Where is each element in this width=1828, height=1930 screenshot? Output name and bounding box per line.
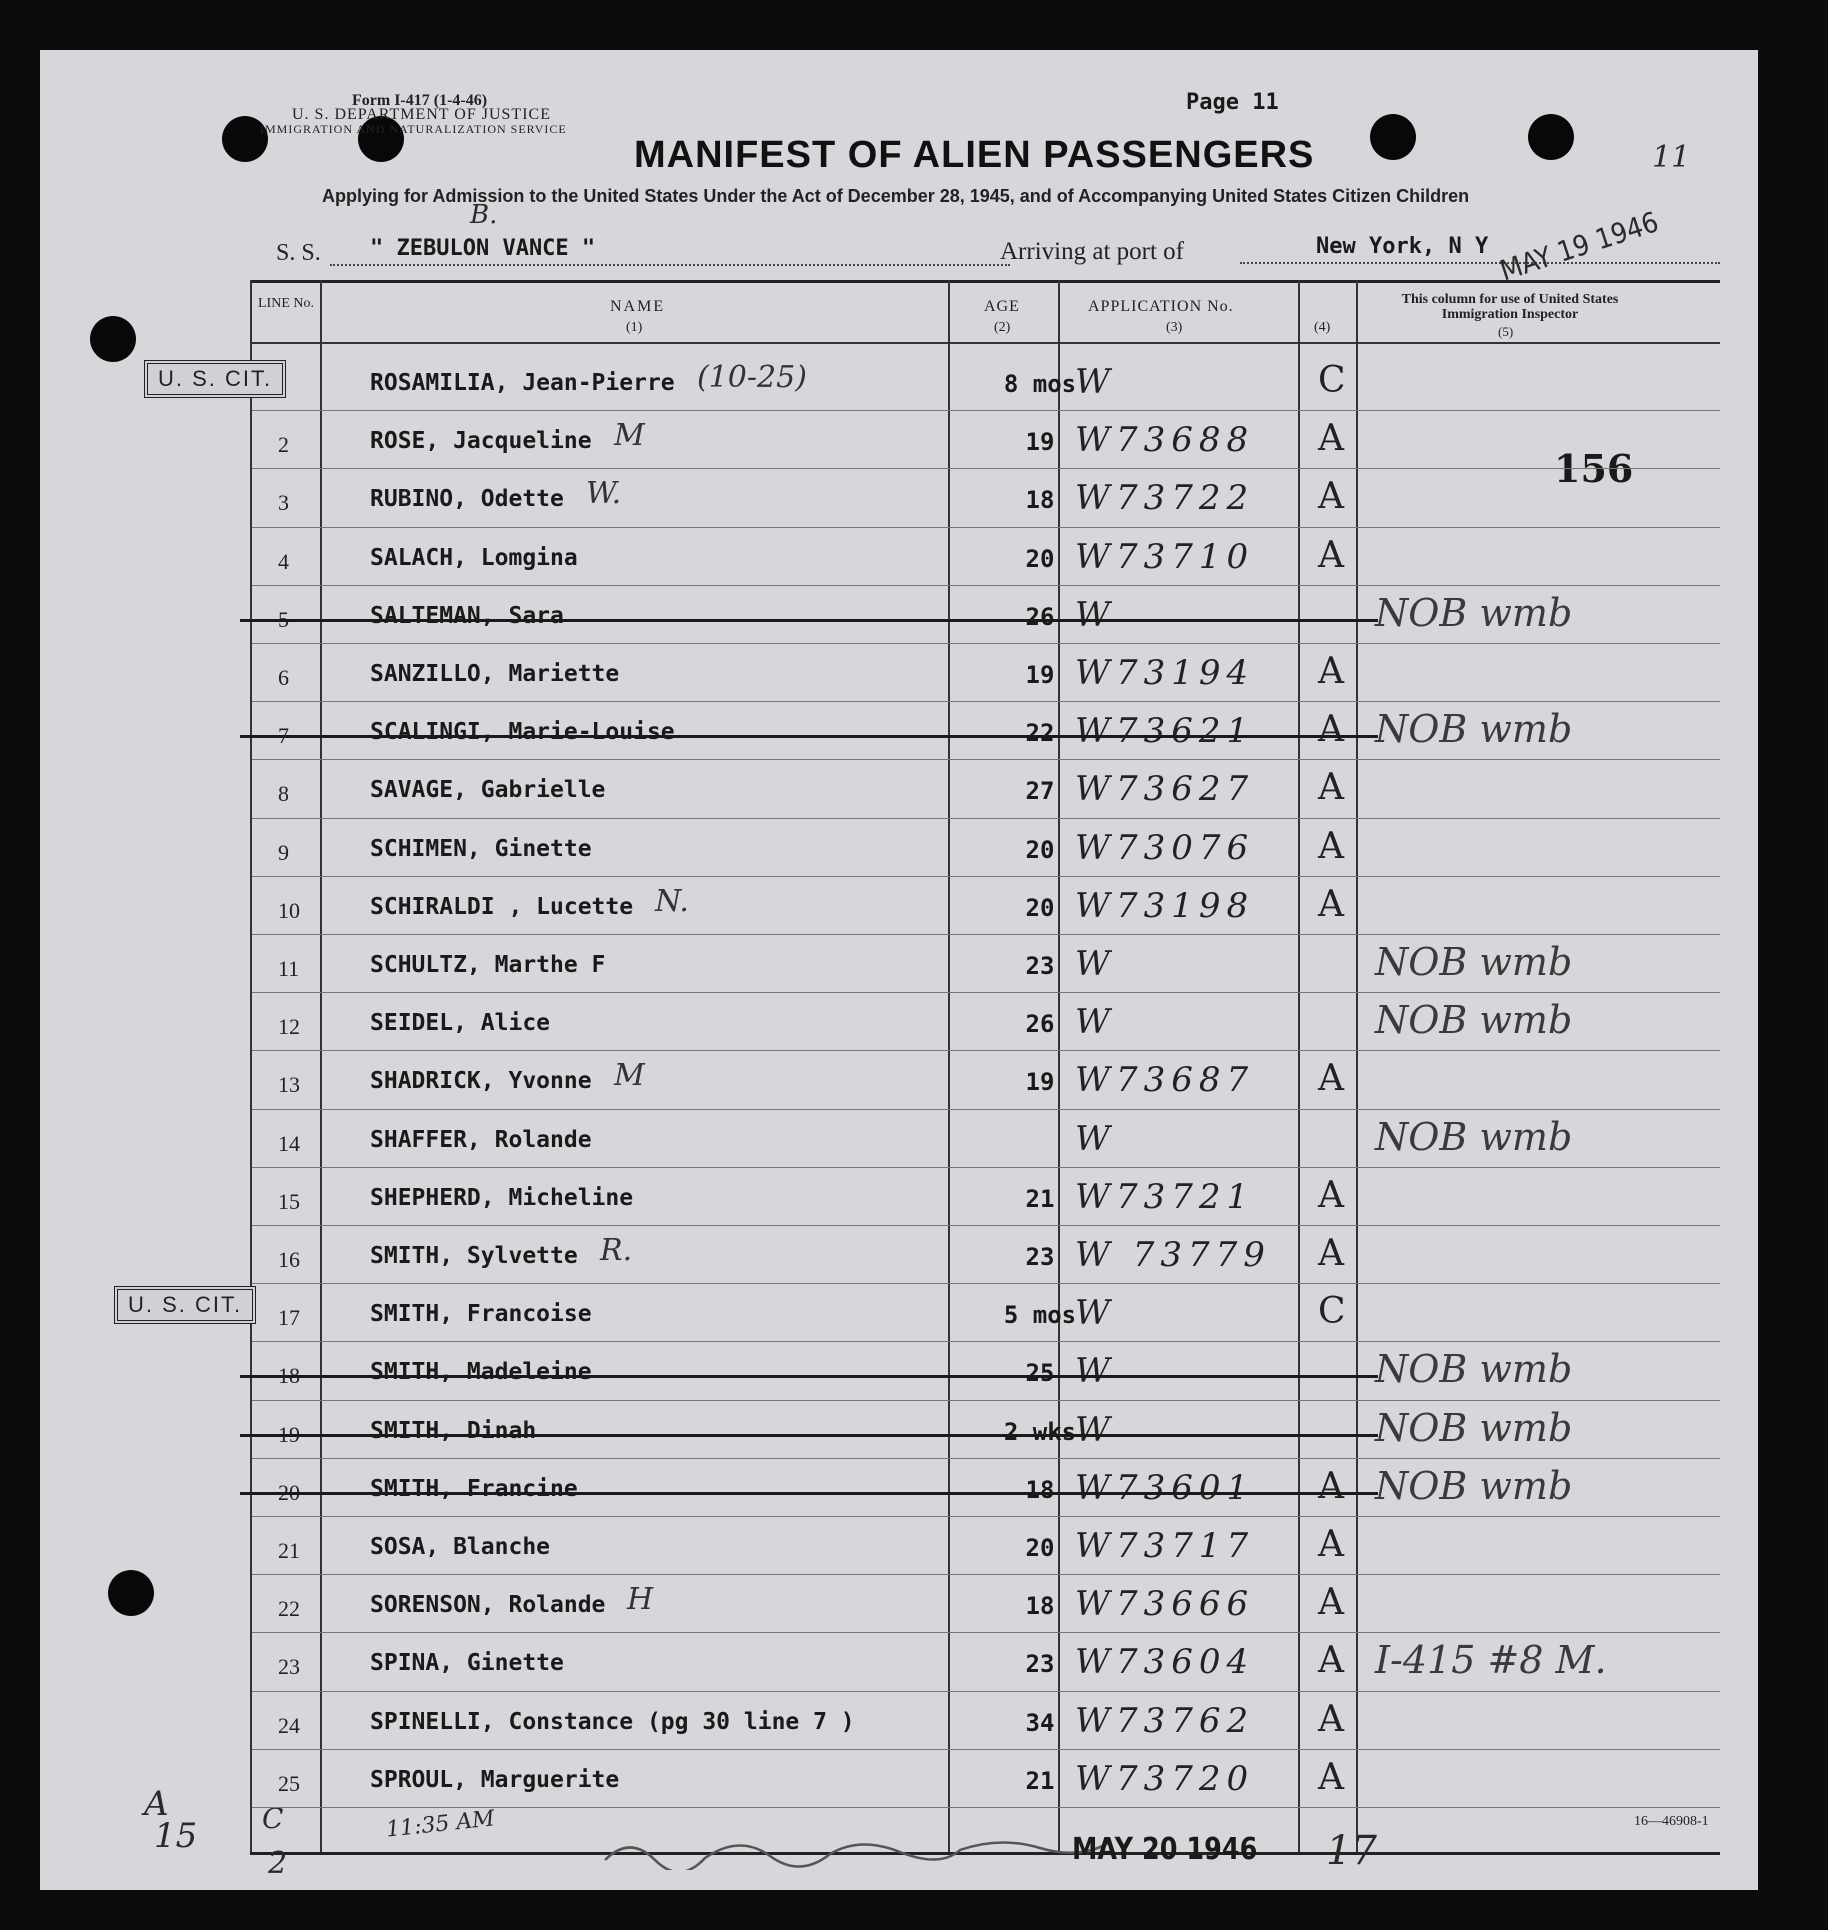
application-number: W [1075,594,1116,635]
ship-name: " ZEBULON VANCE " [370,236,596,261]
application-number: W73621 [1075,711,1255,752]
line-number: 10 [278,897,300,923]
line-number: 19 [278,1421,300,1447]
table-row [40,1345,1758,1403]
table-header-rule [250,342,1720,344]
application-number: W 73779 [1075,1235,1271,1275]
row-rule [252,1225,1720,1226]
application-number: W [1075,1409,1116,1450]
form-number: Form I-417 (1-4-46) [352,92,488,109]
passenger-name: SORENSON, Rolande [370,1592,606,1619]
application-number: W [1075,944,1116,984]
class-code: C [1318,1291,1346,1333]
table-row [40,763,1758,821]
class-code: A [1318,1640,1344,1682]
passenger-name: SALTEMAN, Sara [370,602,564,629]
line-number: 16 [278,1247,300,1272]
row-rule [252,585,1720,586]
handwritten-annotation: W. [586,476,622,512]
row-rule [252,759,1720,760]
table-row [40,880,1758,938]
row-rule [252,934,1720,935]
passenger-name: SPINA, Ginette [370,1650,564,1677]
passenger-age: 20 [1025,1534,1055,1562]
col-header-col4: (4) [1314,320,1331,335]
passenger-age: 22 [1025,719,1055,748]
class-code: A [1318,825,1344,867]
row-rule [252,1400,1720,1401]
handwritten-annotation: R. [600,1233,633,1268]
table-row [40,996,1758,1054]
total-count: 17 [1326,1828,1377,1874]
ss-label: S. S. [276,240,321,266]
line-number: 13 [278,1072,300,1098]
line-number: 17 [278,1305,300,1331]
passenger-age: 26 [1025,602,1055,631]
row-rule [252,1167,1720,1168]
passenger-name: SPROUL, Marguerite [370,1766,620,1793]
class-code: A [1318,418,1344,460]
tally-15: 15 [154,1816,198,1856]
col-header-inspector-num: (5) [1498,324,1514,339]
line-number: 21 [278,1538,300,1563]
passenger-age: 18 [1025,1475,1055,1504]
line-number: 12 [278,1014,300,1040]
col-header-application: APPLICATION No. [1088,298,1234,315]
line-number: 22 [278,1596,300,1622]
passenger-age: 5 mos [1003,1301,1077,1330]
passenger-name: SMITH, Francine [370,1475,578,1502]
passenger-name: SALACH, Lomgina [370,544,578,571]
table-row [40,822,1758,880]
passenger-age: 18 [1025,486,1055,515]
row-rule [252,1109,1720,1110]
passenger-age: 23 [1025,1650,1055,1679]
application-number: W [1075,1351,1116,1392]
passenger-name: SCHIMEN, Ginette [370,835,592,862]
application-number: W [1075,1293,1116,1334]
row-rule [252,818,1720,819]
application-number: W [1075,1118,1116,1159]
agency-name: U. S. DEPARTMENT OF JUSTICE [292,106,551,123]
table-row [40,1578,1758,1636]
passenger-age: 20 [1025,835,1055,864]
inspector-note: NOB wmb [1375,1463,1573,1508]
col-header-name-num: (1) [626,320,643,335]
passenger-age: 2 wks [1003,1417,1077,1446]
row-rule [252,876,1720,877]
row-rule [252,1749,1720,1750]
passenger-age: 8 mos [1003,370,1077,398]
passenger-age: 21 [1025,1766,1055,1795]
table-row [40,1229,1758,1287]
application-number: W73717 [1075,1526,1255,1566]
service-name: IMMIGRATION AND NATURALIZATION SERVICE [260,122,567,136]
passenger-age: 23 [1025,952,1055,980]
table-row [40,1404,1758,1462]
row-rule [252,1050,1720,1051]
row-rule [252,1807,1720,1808]
handwritten-annotation: N. [655,883,689,919]
row-rule [252,1283,1720,1284]
class-code: A [1318,1756,1344,1798]
inspector-signature [600,1830,1120,1870]
table-row [40,705,1758,763]
passenger-age: 21 [1025,1184,1055,1213]
inspector-count: 156 [1554,446,1634,491]
application-number: W73627 [1075,769,1255,810]
table-row [40,1520,1758,1578]
line-number: 18 [278,1363,300,1389]
table-row [40,1695,1758,1753]
row-rule [252,1632,1720,1633]
row-rule [252,1574,1720,1575]
line-number: 14 [278,1130,300,1156]
class-code: A [1318,651,1344,692]
class-code: C [1318,360,1346,401]
table-row [40,472,1758,530]
passenger-name: SMITH, Sylvette [370,1243,578,1269]
port-underline [1240,262,1720,264]
page-label: Page 11 [1186,90,1279,115]
table-row [40,1054,1758,1112]
line-number: 9 [278,839,289,865]
application-number: W73722 [1075,478,1255,519]
passenger-age: 19 [1025,428,1055,457]
page-title: MANIFEST OF ALIEN PASSENGERS [634,134,1315,176]
passenger-name: SMITH, Madeleine [370,1359,592,1386]
class-code: A [1318,1058,1344,1100]
table-row [40,1113,1758,1171]
inspector-note: NOB wmb [1375,1405,1573,1450]
row-rule [252,527,1720,528]
handwritten-annotation: H [627,1582,654,1618]
passenger-name: SHAFFER, Rolande [370,1126,592,1153]
inspector-note: NOB wmb [1375,998,1573,1043]
passenger-name: ROSAMILIA, Jean-Pierre [370,370,675,396]
passenger-age: 27 [1025,777,1055,806]
inspector-note: NOB wmb [1375,707,1573,752]
passenger-name: SHEPHERD, Micheline [370,1184,634,1211]
passenger-name: SHADRICK, Yvonne [370,1068,592,1095]
passenger-name: SCHIRALDI , Lucette [370,893,634,920]
row-rule [252,643,1720,644]
line-number: 23 [278,1654,300,1680]
page-subtitle: Applying for Admission to the United States Under the Act of December 28, 1945, and of Accompanying United States Citizen Children [322,186,1470,206]
passenger-age: 19 [1025,1068,1055,1097]
class-code: A [1318,767,1344,809]
application-number: W73762 [1075,1700,1255,1741]
application-number: W [1075,1002,1116,1043]
line-number: 11 [278,956,300,981]
signature-scrawl-icon [600,1830,1120,1870]
passenger-age: 19 [1025,661,1055,689]
line-number: 15 [278,1188,300,1214]
line-number: 6 [278,665,289,690]
passenger-name: SANZILLO, Mariette [370,661,620,687]
passenger-name: SMITH, Dinah [370,1417,537,1444]
table-row [40,1462,1758,1520]
port-label: Arriving at port of [1000,238,1184,265]
handwritten-annotation: M [614,1058,645,1094]
row-rule [252,1516,1720,1517]
row-rule [252,701,1720,702]
binder-hole [1370,114,1416,160]
class-code: A [1318,883,1344,925]
ship-underline [330,264,1010,266]
class-code: A [1318,1465,1344,1507]
passenger-name: SPINELLI, Constance (pg 30 line 7 ) [370,1708,855,1735]
ship-annotation: B. [470,200,498,230]
col-header-line: LINE No. [258,296,314,311]
corner-mark: 11 [1652,140,1691,175]
passenger-name: ROSE, Jacqueline [370,428,592,455]
table-row [40,1287,1758,1345]
col-header-age: AGE [984,298,1020,315]
table-row [40,531,1758,589]
handwritten-annotation: M [614,418,645,454]
inspector-note: NOB wmb [1375,590,1573,635]
col-header-application-num: (3) [1166,320,1183,335]
application-number: W73601 [1075,1467,1255,1508]
line-number: 4 [278,548,289,574]
class-code: A [1318,1233,1344,1274]
class-code: A [1318,1698,1344,1740]
table-row [40,356,1758,414]
row-rule [252,1458,1720,1459]
class-code: A [1318,476,1344,518]
line-number: 2 [278,432,289,458]
application-number: W73666 [1075,1584,1255,1625]
passenger-age: 20 [1025,544,1055,573]
inspection-date-stamp: MAY 20 1946 [1072,1832,1258,1867]
passenger-name: SMITH, Francoise [370,1301,592,1328]
passenger-name: SCALINGI, Marie-Louise [370,719,675,746]
passenger-age: 26 [1025,1010,1055,1039]
application-number: W73687 [1075,1060,1255,1101]
line-number: 20 [278,1479,300,1505]
row-rule [252,410,1720,411]
application-number: W73720 [1075,1758,1255,1799]
port-name: New York, N Y [1316,234,1489,259]
table-row [40,1171,1758,1229]
line-number: 8 [278,781,289,807]
table-row [40,938,1758,996]
table-row [40,414,1758,472]
row-rule [252,1691,1720,1692]
passenger-name: SCHULTZ, Marthe F [370,952,606,978]
application-number: W73076 [1075,827,1255,868]
passenger-name: RUBINO, Odette [370,486,564,513]
row-rule [252,468,1720,469]
inspector-note: I-415 #8 M. [1375,1638,1607,1683]
us-citizen-stamp: U. S. CIT. [144,360,286,398]
handwritten-annotation: (10-25) [697,360,807,395]
application-number: W73604 [1075,1642,1255,1683]
table-row [40,1753,1758,1811]
table-top-rule [250,280,1720,283]
passenger-age: 34 [1025,1708,1055,1737]
col-header-name: NAME [610,298,666,315]
table-row [40,589,1758,647]
inspector-note: NOB wmb [1375,1114,1573,1159]
application-number: W73721 [1075,1176,1255,1217]
tally-c: C [262,1802,284,1835]
passenger-age: 20 [1025,893,1055,922]
inspector-note: NOB wmb [1375,1347,1573,1392]
line-number: 25 [278,1770,300,1796]
table-row [40,647,1758,705]
passenger-name: SEIDEL, Alice [370,1010,551,1037]
tally-a: A [144,1784,169,1824]
application-number: W73688 [1075,420,1255,461]
passenger-age: 23 [1025,1243,1055,1271]
passenger-name: SOSA, Blanche [370,1534,551,1560]
passenger-age: 18 [1025,1592,1055,1621]
line-number: 5 [278,606,289,632]
col-header-age-num: (2) [994,320,1011,335]
application-number: W73194 [1075,653,1255,693]
line-number: 7 [278,723,289,749]
class-code: A [1318,1582,1344,1624]
binder-hole [1528,114,1574,160]
application-number: W [1075,362,1116,402]
passenger-age: 25 [1025,1359,1055,1388]
class-code: A [1318,1174,1344,1216]
class-code: A [1318,709,1344,751]
application-number: W73198 [1075,885,1255,926]
form-code: 16—46908-1 [1634,1814,1709,1829]
class-code: A [1318,534,1344,576]
tally-2: 2 [268,1846,288,1881]
class-code: A [1318,1524,1344,1565]
row-rule [252,1341,1720,1342]
manifest-sheet [40,50,1758,1890]
line-number: 24 [278,1712,300,1738]
row-rule [252,992,1720,993]
line-number: 3 [278,490,289,516]
us-citizen-stamp: U. S. CIT. [114,1286,256,1324]
arrival-date-stamp: MAY 19 1946 [1496,205,1663,288]
arrival-time: 11:35 AM [384,1806,496,1843]
passenger-name: SAVAGE, Gabrielle [370,777,606,804]
table-row [40,1636,1758,1694]
inspector-note: NOB wmb [1375,940,1573,984]
application-number: W73710 [1075,536,1255,577]
col-header-inspector: This column for use of United States Immigration Inspector [1401,292,1619,322]
